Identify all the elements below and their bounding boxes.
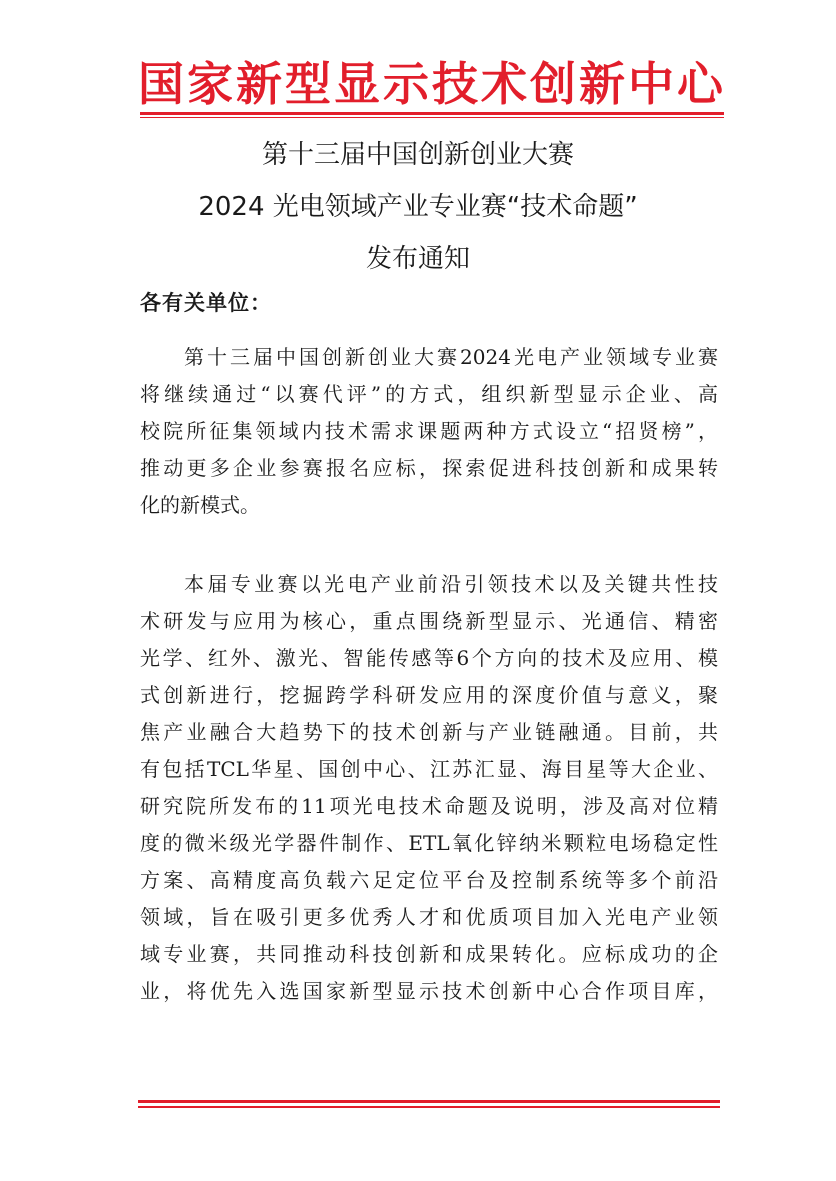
paragraph-line: 将继续通过“以赛代评”的方式，组织新型显示企业、高: [140, 382, 718, 406]
letterhead-organization-name: 国家新型显示技术创新中心: [138, 57, 726, 111]
paragraph-line: 领域，旨在吸引更多优秀人才和优质项目加入光电产业领: [140, 905, 718, 929]
paragraph-line: 研究院所发布的11项光电技术命题及说明，涉及高对位精: [140, 794, 718, 818]
paragraph-line: 本届专业赛以光电产业前沿引领技术以及关键共性技: [184, 572, 718, 596]
paragraph-line: 推动更多企业参赛报名应标，探索促进科技创新和成果转: [140, 456, 718, 480]
paragraph-line: 术研发与应用为核心，重点围绕新型显示、光通信、精密: [140, 609, 718, 633]
paragraph-2: [140, 566, 718, 1010]
paragraph-line: 焦产业融合大趋势下的技术创新与产业链融通。目前，共: [140, 720, 718, 744]
document-title-line-1: 第十三届中国创新创业大赛: [261, 140, 574, 170]
paragraph-line: 化的新模式。: [140, 493, 260, 517]
paragraph-line: 第十三届中国创新创业大赛2024光电产业领域专业赛: [184, 345, 718, 369]
salutation: 各有关单位：: [140, 291, 272, 315]
paragraph-line: 域专业赛，共同推动科技创新和成果转化。应标成功的企: [140, 942, 718, 966]
letterhead-rule-thick: [140, 112, 724, 115]
paragraph-line: 业，将优先入选国家新型显示技术创新中心合作项目库，: [140, 979, 718, 1003]
letterhead-rule-thin: [140, 117, 724, 118]
footer-rule-thick: [138, 1100, 720, 1103]
paragraph-1: [140, 339, 718, 524]
paragraph-line: 校院所征集领域内技术需求课题两种方式设立“招贤榜”，: [140, 419, 718, 443]
paragraph-line: 有包括TCL华星、国创中心、江苏汇显、海目星等大企业、: [140, 757, 718, 781]
document-title-line-2: 2024 光电领域产业专业赛“技术命题”: [198, 192, 638, 222]
paragraph-line: 方案、高精度高负载六足定位平台及控制系统等多个前沿: [140, 868, 718, 892]
paragraph-line: 光学、红外、激光、智能传感等6个方向的技术及应用、模: [140, 646, 718, 670]
paragraph-line: 式创新进行，挖掘跨学科研发应用的深度价值与意义，聚: [140, 683, 718, 707]
paragraph-line: 度的微米级光学器件制作、ETL氧化锌纳米颗粒电场稳定性: [140, 831, 718, 855]
footer-rule-thin: [138, 1106, 720, 1108]
document-title-line-3: 发布通知: [365, 244, 470, 274]
